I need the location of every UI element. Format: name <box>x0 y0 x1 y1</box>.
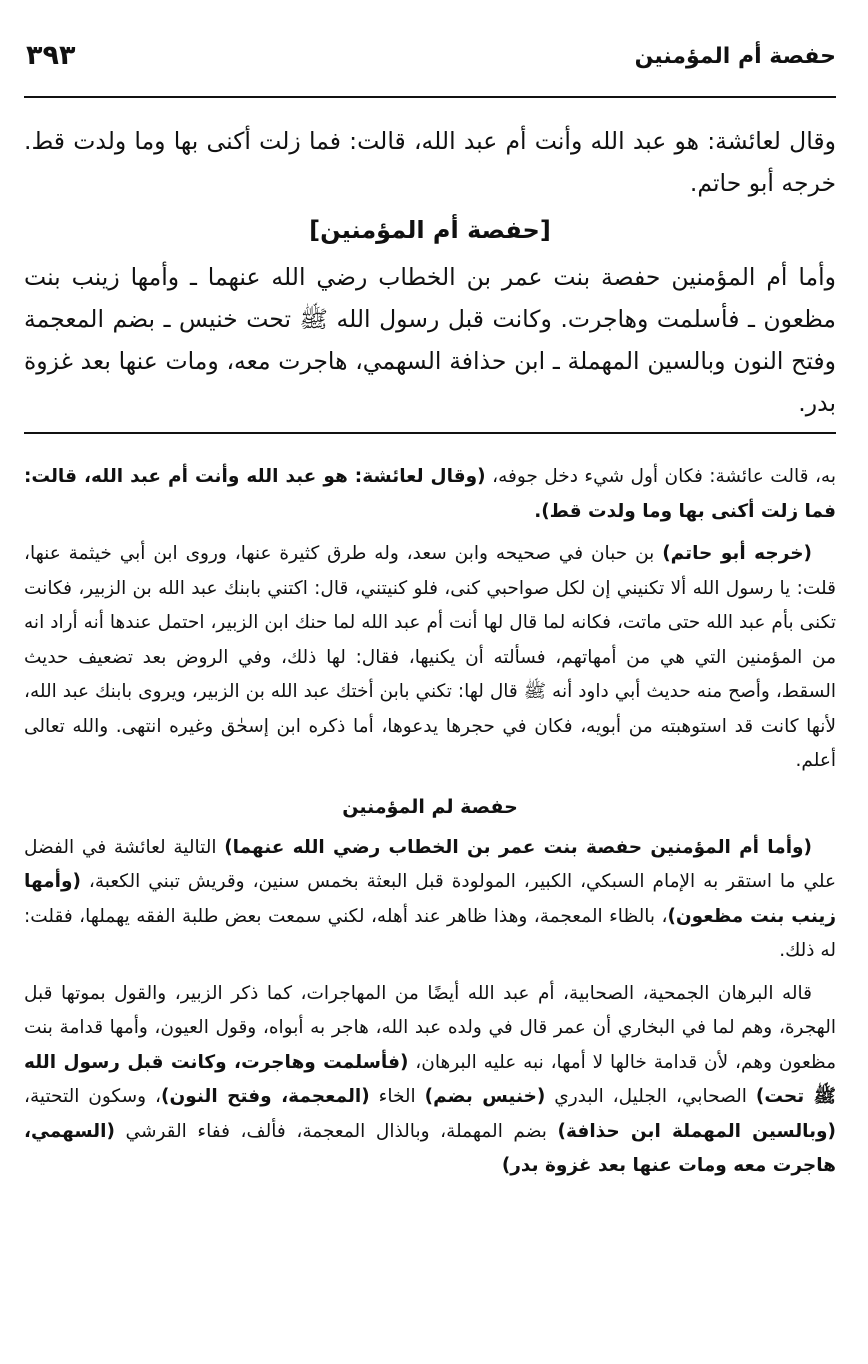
quoted-matn: (وأمها زينب بنت مظعون) <box>24 871 836 927</box>
commentary-text-run: الصحابي، الجليل، البدري <box>545 1086 756 1107</box>
quoted-matn: (وأما أم المؤمنين حفصة بنت عمر بن الخطاب رضي الله عنهما) <box>224 836 812 858</box>
commentary-text-run: بن حبان في صحيحه وابن سعد، وله طرق كثيرة عنها، وروى ابن أبي خيثمة عنها، قلت: يا رسول الله ألا تكنيني إن لكل صواحبي كنى، فلو كنيتني، قال: اكتني بابنك عبد الله بن الزبير، فكانت تكنى بأم عبد الله حتى ماتت، فكانه لما قال لها أنت أم عبد الله لما حنك ابن الزبير، احتمل عندها أنه أراد انه من المؤمنين التي هي من أمهاتهم، فسألته أن يكنيها، فقال: لها ذلك، وفي الروض بعد تضعيف حديث السقط، وأصح منه حديث أبي داود أنه ﷺ قال لها: تكني بابن أختك عبد الله بن الزبير، ويروى بابنك عبد الله، لأنها كانت قد استوهبته من أبويه، فكان في حجرها يدعوها، أما ذكره ابن إسحٰق وغيره انتهى. والله تعالى أعلم. <box>24 543 836 771</box>
page-header <box>24 40 836 88</box>
commentary-text-run: ، وسكون التحتية، <box>24 1086 161 1107</box>
page-number: ٣٩٣ <box>26 40 76 71</box>
commentary-paragraph-1 <box>24 460 836 529</box>
commentary-text-run: بضم المهملة، وبالذال المعجمة، فألف، ففاء القرشي <box>114 1120 558 1142</box>
paragraph-gap <box>24 529 836 537</box>
header-divider <box>24 96 836 98</box>
quoted-matn: (خنيس بضم) <box>424 1086 546 1107</box>
commentary-text-run: التالية لعائشة في الفضل علي ما استقر به الإمام السبكي، الكبير، المولودة قبل البعثة بخمس سنين، وقريش تبني الكعبة، <box>24 836 836 892</box>
running-title: حفصة أم المؤمنين <box>634 44 836 69</box>
commentary-divider <box>24 432 836 434</box>
quoted-matn: (فأسلمت وهاجرت، وكانت قبل رسول الله ﷺ تحت) <box>24 1051 837 1107</box>
main-paragraph-1: وقال لعائشة: هو عبد الله وأنت أم عبد الله، قالت: فما زلت أكنى بها وما ولدت قط. خرجه أبو حاتم. <box>24 127 836 197</box>
quoted-matn: (المعجمة، وفتح النون) <box>160 1086 370 1107</box>
quoted-matn: (خرجه أبو حاتم) <box>662 543 812 564</box>
commentary-sub-heading: حفصة لم المؤمنين <box>342 795 518 818</box>
quoted-matn: (وبالسين المهملة ابن حذافة) <box>557 1120 836 1142</box>
paragraph-gap <box>24 969 836 977</box>
commentary-paragraph-2 <box>24 537 836 779</box>
commentary-text-run: به، قالت عائشة: فكان أول شيء دخل جوفه، <box>485 466 836 487</box>
commentary-paragraph-3 <box>24 831 836 969</box>
quoted-matn: (السهمي، هاجرت معه ومات عنها بعد غزوة بدر) <box>24 1120 836 1176</box>
quoted-matn: (وقال لعائشة: هو عبد الله وأنت أم عبد الله، قالت: فما زلت أكنى بها وما ولدت قط). <box>24 466 836 522</box>
commentary-text-run: قاله البرهان الجمحية، الصحابية، أم عبد الله أيضًا من المهاجرات، كما ذكر الزبير، والقول بموتها قبل الهجرة، وهم لما في البخاري أن عمر قال في ولده عبد الله، هاجر به أبواه، وقول العيون، وأمها قدامة بنت مظعون وهم، لأن قدامة خالها لا أمها، نبه عليه البرهان، <box>24 982 836 1073</box>
book-page <box>24 0 836 1364</box>
commentary-text <box>24 460 836 1184</box>
main-paragraph-2: وأما أم المؤمنين حفصة بنت عمر بن الخطاب رضي الله عنهما ـ وأمها زينب بنت مظعون ـ فأسلمت وهاجرت. وكانت قبل رسول الله ﷺ تحت خنيس ـ بضم المعجمة وفتح النون وبالسين المهملة ـ ابن حذافة السهمي، هاجرت معه، ومات عنها بعد غزوة بدر. <box>24 263 836 417</box>
commentary-text-run: ، بالظاء المعجمة، وهذا ظاهر عند أهله، لكني سمعت بعض طلبة الفقه يهملها، فقلت: له ذلك. <box>24 905 836 961</box>
commentary-paragraph-4 <box>24 977 836 1184</box>
section-heading: [حفصة أم المؤمنين] <box>309 216 551 244</box>
commentary-text-run: الخاء <box>369 1086 425 1107</box>
main-text <box>24 120 836 424</box>
